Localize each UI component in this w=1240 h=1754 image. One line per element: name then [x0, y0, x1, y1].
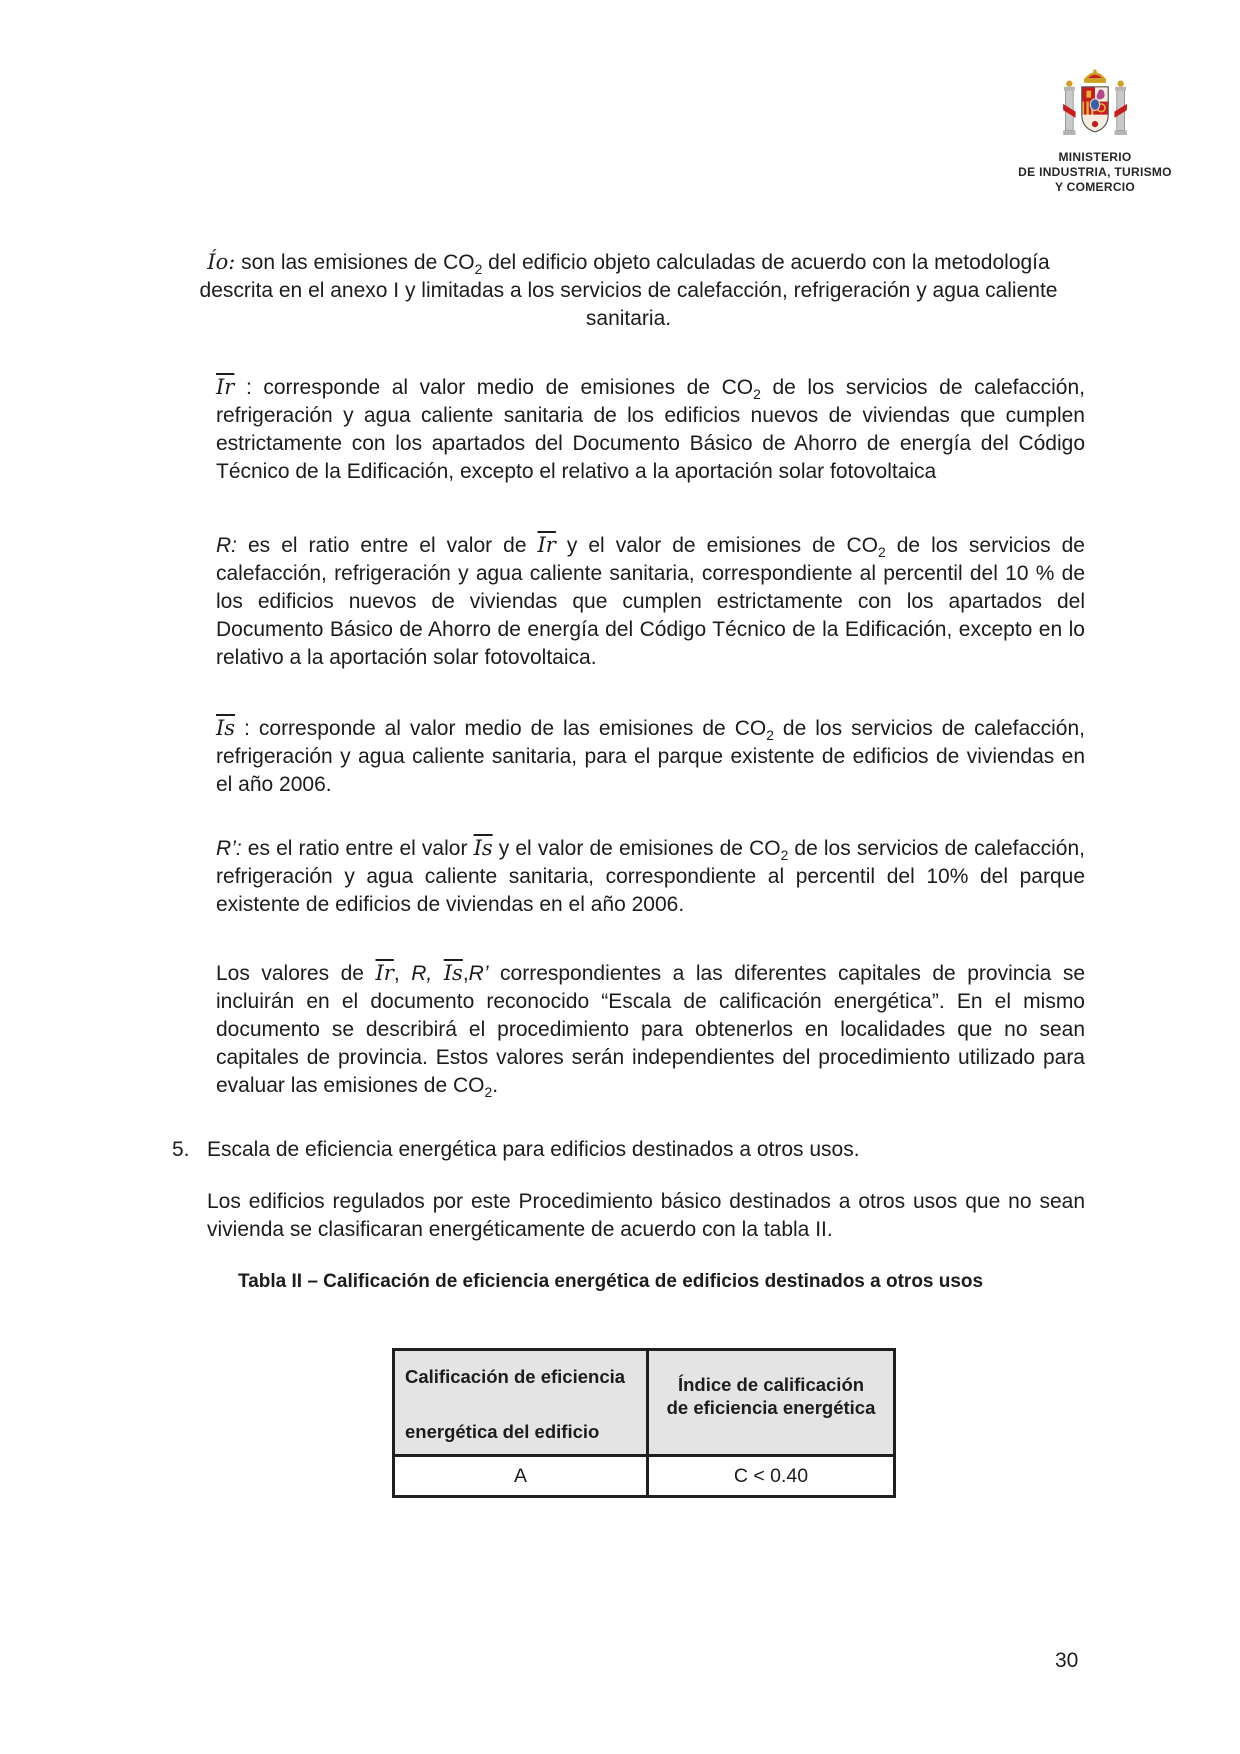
page-number: 30	[1055, 1649, 1079, 1672]
paragraph-is-definition: $\overline{Is}$ : corresponde al valor medio de las emisiones de $CO_2$ de los servicios de calefacción, refrigeración y agua caliente sanitaria, para el parque existente de edificios de viviendas en el año 2006.	[216, 716, 1086, 796]
header-calificacion-line2: energética del edificio	[405, 1420, 600, 1442]
header-cell-calificacion	[394, 1350, 648, 1456]
ministry-logo	[1010, 68, 1180, 195]
paragraph-otros-usos: Los edificios regulados por este Procedimiento básico destinados a otros usos que no sean vivienda se clasificaran energéticamente de acuerdo con la tabla II.	[207, 1190, 1085, 1241]
ministry-name-line3: Y COMERCIO	[1054, 180, 1136, 194]
text-column	[172, 248, 1085, 1498]
section-5-title: Escala de eficiencia energética para edificios destinados a otros usos.	[207, 1138, 860, 1161]
header-cell-indice	[648, 1350, 895, 1456]
spain-coat-of-arms-icon	[1060, 68, 1130, 146]
table-row	[394, 1456, 895, 1497]
section-5-number: 5.	[172, 1138, 190, 1161]
header-indice-line2: de eficiencia energética	[666, 1396, 876, 1418]
rating-table	[392, 1348, 896, 1498]
header-calificacion-line1: Calificación de eficiencia	[405, 1365, 626, 1387]
ministry-name-line1: MINISTERIO	[1058, 150, 1132, 164]
table-caption: Tabla II – Calificación de eficiencia energética de edificios destinados a otros usos	[238, 1271, 984, 1292]
paragraph-r-prime-definition: R’: es el ratio entre el valor $\overline{Is}$ y el valor de emisiones de $CO_2$ de los servicios de calefacción, refrigeración y agua caliente sanitaria, correspondiente al percentil del 10% del parque existente de edificios de viviendas en el año 2006.	[216, 836, 1086, 916]
paragraph-valores: Los valores de $\overline{Ir}$, R, $\overline{Is},R$’ correspondientes a las diferentes capitales de provincia se incluirán en el documento reconocido “Escala de calificación energética”. En el mismo documento se describirá el procedimiento para obtenerlos en localidades que no sean capitales de provincia. Estos valores serán independientes del procedimiento utilizado para evaluar las emisiones de $CO_2$.	[216, 961, 1086, 1101]
table-header-row	[394, 1350, 895, 1456]
section-5-heading	[172, 1136, 1085, 1164]
paragraph-ir-definition: $\overline{Ir}$ : corresponde al valor medio de emisiones de $CO_2$ de los servicios de calefacción, refrigeración y agua caliente sanitaria de los edificios nuevos de viviendas que cumplen estrictamente con los apartados del Documento Básico de Ahorro de energía del Código Técnico de la Edificación, excepto el relativo a la aportación solar fotovoltaica	[216, 375, 1085, 483]
paragraph-r-definition: R: es el ratio entre el valor de $\overline{Ir}$ y el valor de emisiones de $CO_2$ de los servicios de calefacción, refrigeración y agua caliente sanitaria, correspondiente al percentil del 10 % de los edificios nuevos de viviendas que cumplen estrictamente con los apartados del Documento Básico de Ahorro de energía del Código Técnico de la Edificación, excepto en lo relativo a la aportación solar fotovoltaica.	[216, 533, 1085, 669]
header-indice-line1: Índice de calificación	[677, 1373, 865, 1395]
cell-rating: A	[394, 1456, 648, 1497]
ministry-name-line2: DE INDUSTRIA, TURISMO	[1018, 165, 1172, 179]
cell-index: C < 0.40	[648, 1456, 895, 1497]
paragraph-io-definition: Ío: son las emisiones de $CO_2$ del edificio objeto calculadas de acuerdo con la metodología descrita en el anexo I y limitadas a los servicios de calefacción, refrigeración y agua caliente sanitaria.	[199, 250, 1058, 330]
